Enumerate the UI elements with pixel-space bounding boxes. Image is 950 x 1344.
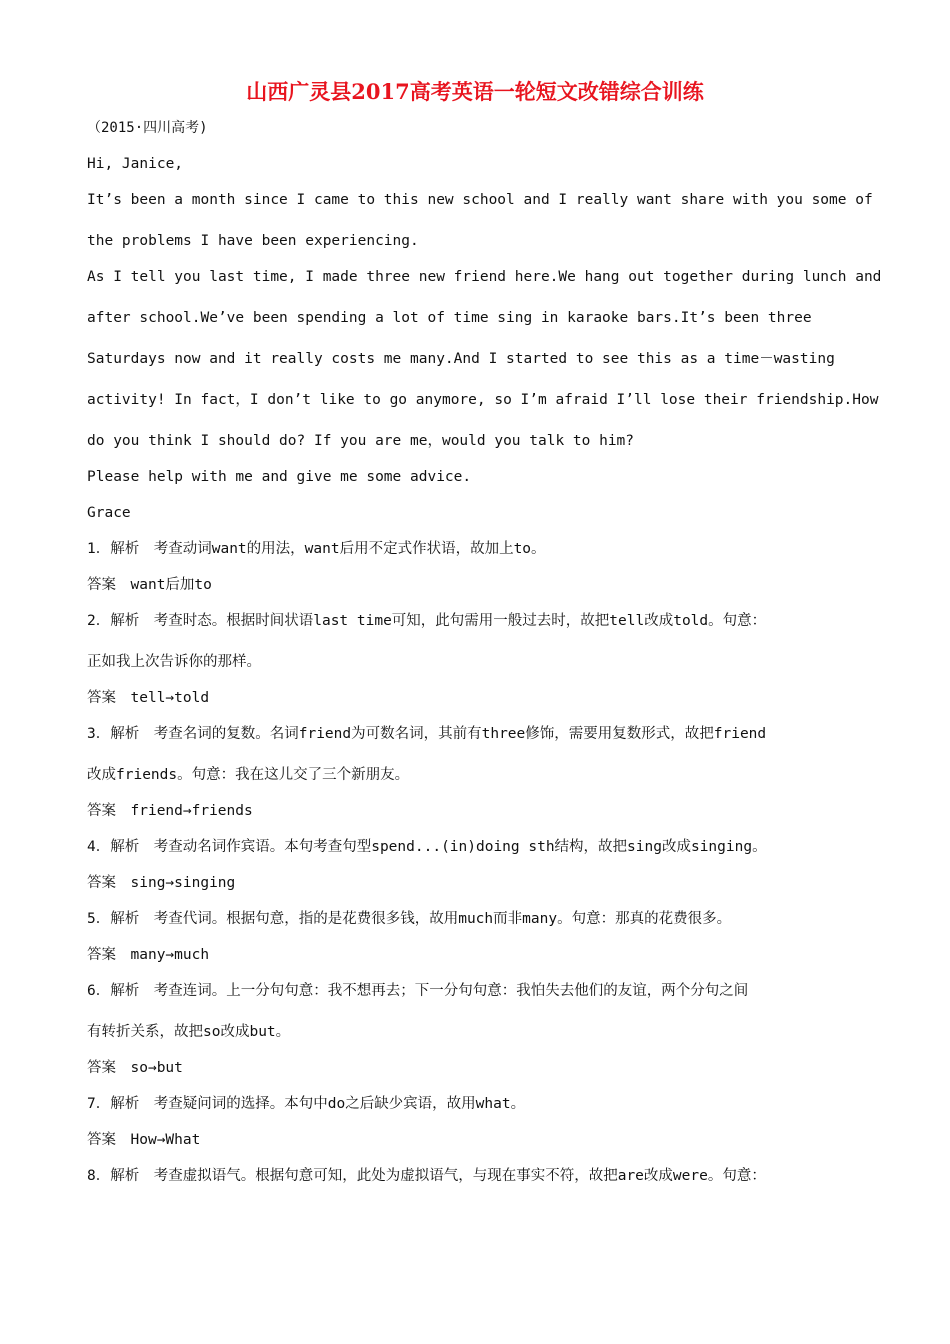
- explanation-line: 6．解析 考查连词。上一分句句意：我不想再去；下一分句句意：我怕失去他们的友谊，两个分句之间: [87, 983, 749, 999]
- explanation-line: 3．解析 考查名词的复数。名词friend为可数名词，其前有three修饰，需要用复数形式，故把friend: [87, 726, 767, 742]
- source-note: （2015·四川高考): [87, 120, 208, 136]
- answer-line: 答案 so→but: [87, 1060, 183, 1076]
- answer-line: 答案 sing→singing: [87, 875, 236, 891]
- explanation-line: 7．解析 考查疑问词的选择。本句中do之后缺少宾语，故用what。: [87, 1096, 526, 1112]
- explanation-line: 正如我上次告诉你的那样。: [87, 654, 261, 670]
- explanation-line: 5．解析 考查代词。根据句意，指的是花费很多钱，故用much而非many。句意：那真的花费很多。: [87, 911, 732, 927]
- letter-line: do you think I should do? If you are me，would you talk to him?: [87, 433, 635, 449]
- letter-line: Please help with me and give me some advice.: [87, 469, 472, 485]
- answer-line: 答案 friend→friends: [87, 803, 253, 819]
- answer-line: 答案 many→much: [87, 947, 210, 963]
- explanation-line: 8．解析 考查虚拟语气。根据句意可知，此处为虚拟语气，与现在事实不符，故把are改成were。句意：: [87, 1168, 766, 1184]
- letter-signature: Grace: [87, 505, 131, 521]
- explanation-line: 有转折关系，故把so改成but。: [87, 1024, 291, 1040]
- answer-line: 答案 want后加to: [87, 577, 212, 593]
- letter-line: activity! In fact，I don’t like to go anymore, so I’m afraid I’ll lose their friendship.How: [87, 392, 879, 408]
- letter-line: after school.We’ve been spending a lot of time sing in karaoke bars.It’s been three: [87, 310, 812, 326]
- explanation-line: 改成friends。句意：我在这儿交了三个新朋友。: [87, 767, 410, 783]
- letter-line: As I tell you last time, I made three new friend here.We hang out together during lunch and: [87, 269, 882, 285]
- letter-line: Hi, Janice,: [87, 156, 184, 172]
- explanation-line: 4．解析 考查动名词作宾语。本句考查句型spend...(in)doing sth结构，故把sing改成singing。: [87, 839, 767, 855]
- explanation-line: 2．解析 考查时态。根据时间状语last time可知，此句需用一般过去时，故把tell改成told。句意：: [87, 613, 767, 629]
- explanation-line: 1．解析 考查动词want的用法，want后用不定式作状语，故加上to。: [87, 541, 546, 557]
- letter-line: It’s been a month since I came to this new school and I really want share with you some of: [87, 192, 873, 208]
- letter-line: the problems I have been experiencing.: [87, 233, 419, 249]
- letter-line: Saturdays now and it really costs me many.And I started to see this as a time－wasting: [87, 351, 835, 367]
- answer-line: 答案 How→What: [87, 1132, 201, 1148]
- document-title: 山西广灵县2017高考英语一轮短文改错综合训练: [246, 79, 704, 104]
- answer-line: 答案 tell→told: [87, 690, 210, 706]
